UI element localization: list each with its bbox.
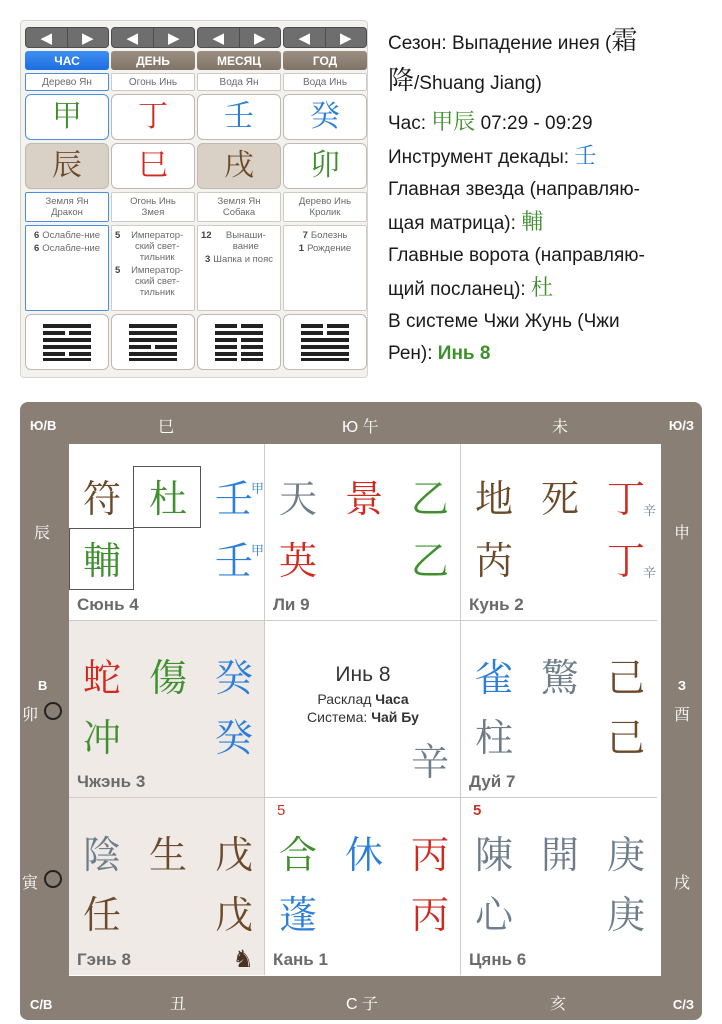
branch-mao: 卯: [22, 705, 39, 724]
day-prev-button[interactable]: ◀: [111, 27, 154, 48]
hexagram-icon: [125, 322, 181, 362]
tab-day[interactable]: ДЕНЬ: [111, 51, 195, 70]
stage-text: Император-ский свет-тильник: [131, 230, 184, 263]
season-glyph: 霜: [611, 25, 638, 55]
decade-label: Инструмент декады:: [388, 147, 575, 168]
branch-element: Земля Ян: [45, 196, 89, 207]
palace-li[interactable]: [265, 444, 461, 621]
direction-west: З: [677, 678, 686, 693]
stage-text: Ослабле-ние: [42, 230, 101, 241]
system-label-2: Рен):: [388, 343, 438, 364]
center-stem-glyph: 辛: [411, 740, 450, 784]
stem-sup-2: 辛: [643, 566, 657, 581]
branch-chou: 丑: [170, 994, 187, 1013]
pillar-year: [283, 27, 367, 370]
stage-text: Ослабле-ние: [42, 243, 101, 254]
earthly-branch[interactable]: 卯: [283, 143, 367, 189]
life-stages: [25, 225, 109, 311]
marker-circle: [44, 702, 62, 720]
star-glyph: 芮: [475, 539, 514, 583]
deity-glyph: 雀: [475, 656, 514, 700]
horse-icon[interactable]: ♞: [232, 945, 254, 973]
season-pinyin: /Shuang Jiang): [414, 73, 542, 94]
center-title: Инь 8: [335, 663, 391, 686]
palace-dui[interactable]: [461, 621, 657, 798]
stage-text: Болезнь: [310, 230, 348, 241]
season-glyph-2: 降: [388, 65, 415, 95]
deity-glyph: 合: [279, 833, 318, 877]
branch-element-label: [25, 192, 109, 222]
palace-gen[interactable]: [69, 798, 265, 975]
center-system: [265, 709, 461, 725]
hour-line: [388, 106, 708, 140]
branch-shen: 申: [673, 523, 690, 542]
year-prev-button[interactable]: ◀: [283, 27, 326, 48]
star-glyph: 輔: [521, 209, 544, 234]
season-line: [388, 24, 708, 60]
branch-element-label: [197, 192, 281, 222]
stem-element-label: Дерево Ян: [25, 73, 109, 91]
branch-hai: 亥: [550, 994, 567, 1013]
star-glyph: 輔: [83, 539, 122, 583]
palace-zhen[interactable]: [69, 621, 265, 798]
palace-number: 5: [473, 802, 482, 819]
star-line: [388, 206, 708, 240]
earthly-branch[interactable]: 辰: [25, 143, 109, 189]
deity-glyph: 天: [279, 477, 318, 521]
star-glyph: 蓬: [279, 893, 318, 937]
door-glyph: 死: [541, 477, 580, 521]
stem-glyph: 己: [607, 656, 646, 700]
palace-xun[interactable]: [69, 444, 265, 621]
stage-text: Шапка и пояс: [213, 254, 273, 265]
season-line-2: [388, 64, 708, 100]
deity-glyph: 符: [83, 477, 122, 521]
stem-glyph: 庚: [607, 833, 646, 877]
heavenly-stem[interactable]: 癸: [283, 94, 367, 140]
layout-value: Часа: [375, 691, 409, 707]
heavenly-stem[interactable]: 丁: [111, 94, 195, 140]
stem-sup-2: 甲: [251, 544, 265, 559]
stage-number: 1: [298, 243, 305, 254]
hexagram[interactable]: [197, 314, 281, 370]
hexagram[interactable]: [283, 314, 367, 370]
branch-wei: 未: [552, 417, 569, 436]
qimen-board: [20, 402, 702, 1020]
decade-glyph: 壬: [574, 143, 597, 168]
stem-glyph-2: 癸: [215, 716, 254, 760]
branch-wu-south: Ю 午: [342, 419, 379, 436]
door-glyph: 生: [149, 833, 188, 877]
hour-next-button[interactable]: ▶: [68, 27, 110, 48]
branch-element: Огонь Инь: [130, 196, 176, 207]
palace-kan[interactable]: [265, 798, 461, 975]
hexagram[interactable]: [25, 314, 109, 370]
year-next-button[interactable]: ▶: [326, 27, 368, 48]
stage-text: Рождение: [307, 243, 352, 254]
stage-number: 6: [33, 243, 40, 254]
month-next-button[interactable]: ▶: [240, 27, 282, 48]
hexagram[interactable]: [111, 314, 195, 370]
stem-glyph-2: 乙: [411, 539, 450, 583]
day-nav: [111, 27, 195, 48]
door-glyph: 驚: [541, 656, 580, 700]
hexagram-icon: [297, 322, 353, 362]
stem-sup: 辛: [643, 504, 657, 519]
branch-you: 酉: [673, 705, 690, 724]
hour-glyph: 甲辰: [431, 109, 476, 134]
branch-zi-north: С 子: [346, 996, 379, 1013]
door-glyph: 杜: [530, 275, 553, 300]
stem-glyph: 丁: [607, 477, 646, 521]
day-next-button[interactable]: ▶: [154, 27, 196, 48]
life-stages: [111, 225, 195, 311]
system-value: Чай Бу: [371, 709, 419, 725]
corner-southwest: Ю/З: [668, 418, 694, 433]
branch-chen: 辰: [34, 523, 51, 542]
system-value: Инь 8: [437, 343, 491, 364]
layout-label: Расклад: [317, 691, 376, 707]
star-label-2: щая матрица):: [388, 213, 522, 234]
branch-si: 巳: [158, 417, 175, 436]
system-label: Система:: [307, 709, 372, 725]
chart-info: [388, 24, 708, 370]
branch-animal: Кролик: [309, 207, 341, 218]
palace-grid: [69, 444, 661, 976]
palace-name: Ли 9: [273, 595, 310, 614]
corner-northwest: С/З: [672, 997, 694, 1012]
palace-name: Кань 1: [273, 950, 328, 969]
stem-element-label: Огонь Инь: [111, 73, 195, 91]
palace-name: Гэнь 8: [77, 950, 131, 969]
star-glyph: 柱: [475, 716, 514, 760]
corner-southeast: Ю/В: [30, 418, 57, 433]
stage-number: 5: [115, 265, 121, 276]
stem-glyph-2: 己: [607, 716, 646, 760]
stem-glyph: 壬: [215, 477, 254, 521]
marker-circle: [44, 870, 62, 888]
branch-animal: Собака: [222, 207, 256, 218]
corner-northeast: С/В: [30, 997, 53, 1012]
heavenly-stem[interactable]: 甲: [25, 94, 109, 140]
tab-month[interactable]: МЕСЯЦ: [197, 51, 281, 70]
stem-glyph: 丙: [411, 833, 450, 877]
center-layout: [265, 691, 461, 707]
door-glyph: 休: [345, 833, 384, 877]
palace-name: Дуй 7: [469, 772, 516, 791]
pillar-month: [197, 27, 281, 370]
star-glyph: 任: [83, 893, 122, 937]
branch-element: Дерево Инь: [298, 196, 352, 207]
palace-name: Цянь 6: [469, 950, 527, 969]
branch-animal: Дракон: [51, 207, 83, 218]
door-glyph: 景: [345, 477, 384, 521]
stem-glyph-2: 戊: [215, 893, 254, 937]
hour-nav: [25, 27, 109, 48]
hour-label: Час:: [388, 113, 432, 134]
branch-animal: Змея: [141, 207, 165, 218]
direction-east: В: [38, 678, 48, 693]
star-glyph: 心: [475, 893, 514, 937]
palace-name: Кунь 2: [469, 595, 524, 614]
branch-element-label: [283, 192, 367, 222]
door-glyph: 開: [541, 833, 580, 877]
door-label-2: щий посланец):: [388, 279, 531, 300]
branch-xu: 戌: [673, 873, 690, 892]
life-stages: [283, 225, 367, 311]
earthly-branch[interactable]: 巳: [111, 143, 195, 189]
earthly-branch[interactable]: 戌: [197, 143, 281, 189]
season-label: Сезон: Выпадение инея (: [388, 33, 612, 54]
palace-qian[interactable]: [461, 798, 657, 975]
stem-element-label: Вода Ян: [197, 73, 281, 91]
palace-name: Чжэнь 3: [77, 772, 146, 791]
stem-glyph: 癸: [215, 656, 254, 700]
deity-glyph: 蛇: [83, 656, 122, 700]
stem-glyph-2: 丁: [607, 539, 646, 583]
stem-glyph-2: 壬: [215, 539, 254, 583]
palace-kun[interactable]: [461, 444, 657, 621]
deity-glyph: 陰: [83, 833, 122, 877]
tab-year[interactable]: ГОД: [283, 51, 367, 70]
star-label: Главная звезда (направляю-: [388, 179, 640, 200]
month-prev-button[interactable]: ◀: [197, 27, 240, 48]
deity-glyph: 陳: [475, 833, 514, 877]
star-glyph: 英: [279, 539, 318, 583]
pillars-panel: [20, 20, 368, 378]
door-glyph: 杜: [149, 477, 188, 521]
stage-number: 6: [33, 230, 40, 241]
palace-number: 5: [277, 802, 286, 819]
deity-glyph: 地: [475, 477, 514, 521]
heavenly-stem[interactable]: 壬: [197, 94, 281, 140]
month-nav: [197, 27, 281, 48]
stem-glyph: 戊: [215, 833, 254, 877]
door-line: [388, 272, 708, 306]
palace-center[interactable]: [265, 621, 461, 798]
hexagram-icon: [39, 322, 95, 362]
hour-prev-button[interactable]: ◀: [25, 27, 68, 48]
stem-glyph: 乙: [411, 477, 450, 521]
branch-yin: 寅: [22, 873, 39, 892]
stem-glyph-2: 庚: [607, 893, 646, 937]
stage-number: 3: [205, 254, 211, 265]
stem-element-label: Вода Инь: [283, 73, 367, 91]
pillar-day: [111, 27, 195, 370]
door-label: Главные ворота (направляю-: [388, 245, 645, 266]
door-glyph: 傷: [149, 656, 188, 700]
stage-number: 5: [115, 230, 121, 241]
tab-hour[interactable]: ЧАС: [25, 51, 109, 70]
branch-element: Земля Ян: [217, 196, 261, 207]
palace-name: Сюнь 4: [77, 595, 139, 614]
system-label: В системе Чжи Жунь (Чжи: [388, 311, 620, 332]
branch-element-label: [111, 192, 195, 222]
stage-text: Вынаши-вание: [225, 230, 266, 252]
stem-glyph-2: 丙: [411, 893, 450, 937]
stage-number: 7: [302, 230, 308, 241]
stage-number: 12: [201, 230, 212, 241]
life-stages: [197, 225, 281, 311]
stem-sup: 甲: [251, 482, 265, 497]
star-glyph: 冲: [83, 716, 122, 760]
hour-time: 07:29 - 09:29: [475, 113, 593, 134]
stage-text: Император-ский свет-тильник: [131, 265, 184, 298]
pillar-hour: [25, 27, 109, 370]
hexagram-icon: [211, 322, 267, 362]
year-nav: [283, 27, 367, 48]
system-line: [388, 338, 708, 370]
decade-line: [388, 140, 708, 174]
